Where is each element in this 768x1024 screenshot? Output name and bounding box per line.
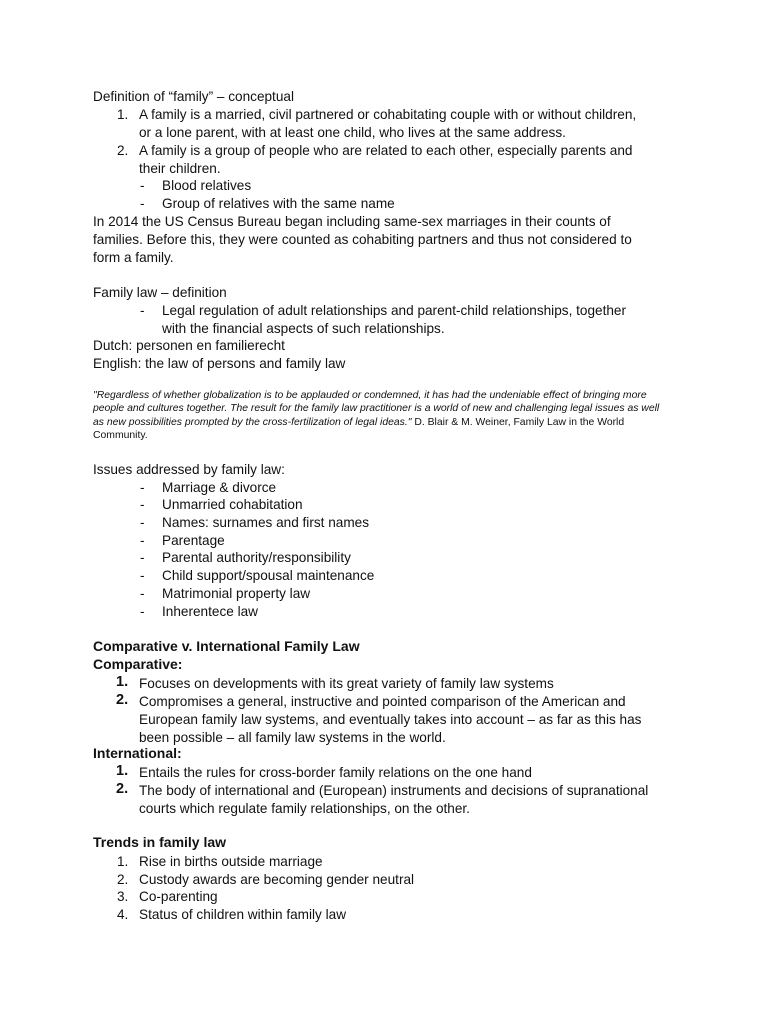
dash-bullet: - bbox=[140, 533, 145, 548]
list-number: 2. bbox=[116, 692, 129, 708]
definition-heading: Definition of “family” – conceptual bbox=[93, 89, 294, 104]
list-number: 4. bbox=[117, 907, 129, 922]
list-number: 1. bbox=[116, 763, 129, 779]
dash-bullet: - bbox=[140, 550, 145, 565]
quote-block bbox=[93, 389, 673, 442]
dash-bullet: - bbox=[140, 586, 145, 601]
international-item-2-line1: The body of international and (European) instruments and decisions of supranational bbox=[139, 783, 649, 798]
definition-item-2-line2: their children. bbox=[139, 161, 221, 176]
list-number: 2. bbox=[117, 143, 129, 158]
issue-item: Parentage bbox=[162, 533, 225, 548]
comparative-item-2-line1: Compromises a general, instructive and pointed comparison of the American and bbox=[139, 694, 626, 709]
family-law-bullet-line1: Legal regulation of adult relationships and parent-child relationships, together bbox=[162, 303, 626, 318]
definition-item-2-line1: A family is a group of people who are related to each other, especially parents and bbox=[139, 143, 633, 158]
trend-item: Custody awards are becoming gender neutral bbox=[139, 872, 415, 887]
international-item-1: Entails the rules for cross-border family relations on the one hand bbox=[139, 765, 532, 780]
trend-item: Rise in births outside marriage bbox=[139, 854, 323, 869]
dash-bullet: - bbox=[140, 604, 145, 619]
list-number: 1. bbox=[117, 107, 129, 122]
comparative-item-2-line2: European family law systems, and eventually takes into account – as far as this has bbox=[139, 712, 642, 727]
international-subheading: International: bbox=[93, 745, 182, 761]
quote-source: D. Blair & M. Weiner, Family Law in the World Community. bbox=[93, 416, 625, 441]
subitem-same-name: Group of relatives with the same name bbox=[162, 196, 395, 211]
definition-item-1-line2: or a lone parent, with at least one child, who lives at the same address. bbox=[139, 125, 566, 140]
dash-bullet: - bbox=[140, 568, 145, 583]
list-number: 2. bbox=[116, 781, 129, 797]
comparative-subheading: Comparative: bbox=[93, 656, 183, 672]
english-term: English: the law of persons and family law bbox=[93, 356, 346, 371]
comparative-heading: Comparative v. International Family Law bbox=[93, 638, 360, 654]
comparative-item-2-line3: been possible – all family law systems in the world. bbox=[139, 730, 446, 745]
list-number: 2. bbox=[117, 872, 129, 887]
census-line-3: form a family. bbox=[93, 250, 174, 265]
dutch-term: Dutch: personen en familierecht bbox=[93, 338, 285, 353]
issue-item: Inherentece law bbox=[162, 604, 258, 619]
issue-item: Names: surnames and first names bbox=[162, 515, 370, 530]
comparative-item-1: Focuses on developments with its great variety of family law systems bbox=[139, 676, 554, 691]
issue-item: Matrimonial property law bbox=[162, 586, 311, 601]
trends-heading: Trends in family law bbox=[93, 834, 227, 850]
dash-bullet: - bbox=[140, 515, 145, 530]
issue-item: Parental authority/responsibility bbox=[162, 550, 351, 565]
family-law-bullet-line2: with the financial aspects of such relationships. bbox=[162, 321, 445, 336]
dash-bullet: - bbox=[140, 196, 145, 211]
issue-item: Marriage & divorce bbox=[162, 480, 277, 495]
list-number: 3. bbox=[117, 889, 129, 904]
dash-bullet: - bbox=[140, 178, 145, 193]
trend-item: Co-parenting bbox=[139, 889, 218, 904]
dash-bullet: - bbox=[140, 497, 145, 512]
international-item-2-line2: courts which regulate family relationships, on the other. bbox=[139, 801, 470, 816]
definition-item-1-line1: A family is a married, civil partnered or cohabitating couple with or without children, bbox=[139, 107, 637, 122]
quote-text: "Regardless of whether globalization is to be applauded or condemned, it has had the undeniable effect of bringing more people and cultures together. The result for the family law practitioner is a world of new and challenging legal issues as well as new possibilities prompted by the cross-fertilization of legal ideas." bbox=[93, 390, 660, 428]
census-line-1: In 2014 the US Census Bureau began including same-sex marriages in their counts of bbox=[93, 214, 611, 229]
list-number: 1. bbox=[116, 674, 129, 690]
issue-item: Unmarried cohabitation bbox=[162, 497, 303, 512]
issues-heading: Issues addressed by family law: bbox=[93, 462, 285, 477]
issue-item: Child support/spousal maintenance bbox=[162, 568, 375, 583]
trend-item: Status of children within family law bbox=[139, 907, 347, 922]
dash-bullet: - bbox=[140, 303, 145, 318]
census-line-2: families. Before this, they were counted as cohabiting partners and thus not considered to bbox=[93, 232, 632, 247]
subitem-blood-relatives: Blood relatives bbox=[162, 178, 252, 193]
list-number: 1. bbox=[117, 854, 129, 869]
dash-bullet: - bbox=[140, 480, 145, 495]
family-law-heading: Family law – definition bbox=[93, 285, 227, 300]
